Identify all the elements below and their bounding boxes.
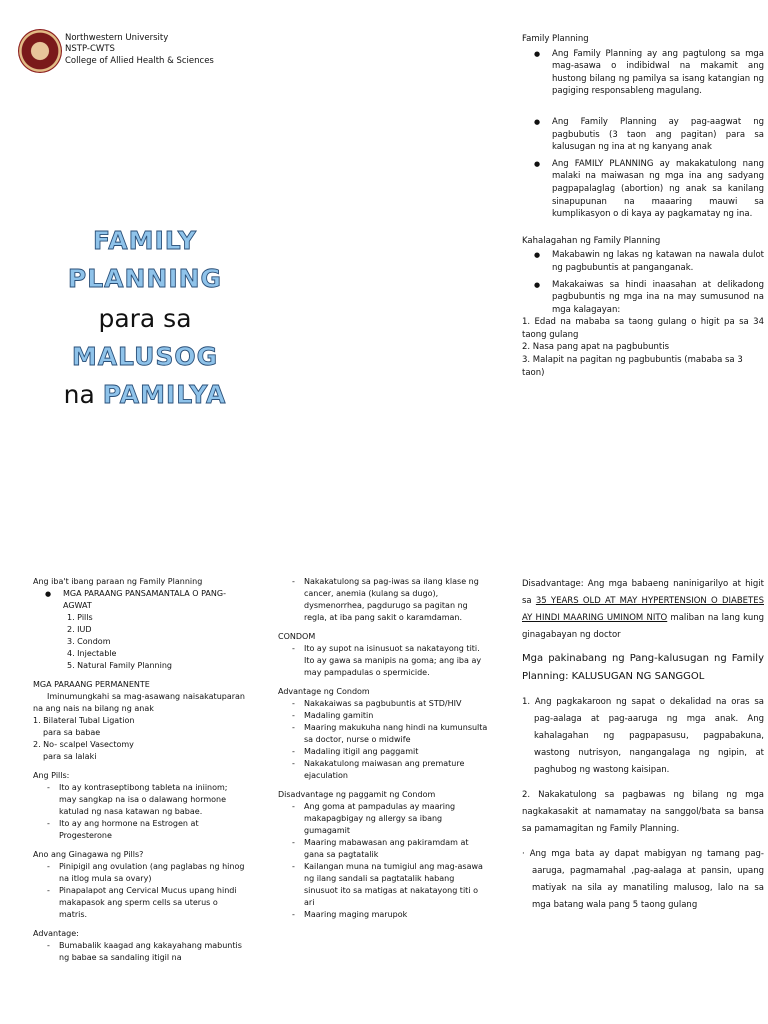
list-item: ● Ang FAMILY PLANNING ay makakatulong nang malaki na maiwasan ng mga ina ang sadyang pagpapalaglag (abortion) ng anak sa kanilang sinapupunan na maaaring mauwi sa kumplikasyon o di kaya ay pagkamatay ng ina. bbox=[522, 158, 764, 221]
brochure-title bbox=[40, 222, 250, 414]
header-line-college: College of Allied Health & Sciences bbox=[65, 55, 214, 66]
list-item: para sa babae bbox=[43, 728, 101, 737]
list-item: - Pinapalapot ang Cervical Mucus upang hindi makapasok ang sperm cells sa uterus o matris. bbox=[33, 885, 245, 921]
list-item: ● Makabawin ng lakas ng katawan na nawala dulot ng pagbubuntis at panganganak. bbox=[522, 249, 764, 274]
benefit-item: 2. Nakakatulong sa pagbawas ng bilang ng mga nagkakasakit at namamatay na sanggol/bata sa bansa sa pamamagitan ng Family Planning. bbox=[522, 790, 764, 834]
list-item: - Madaling gamitin bbox=[278, 710, 490, 722]
section-heading: Ang Pills: bbox=[33, 771, 70, 780]
section-heading: Ano ang Ginagawa ng Pills? bbox=[33, 850, 144, 859]
section-heading: Advantage ng Condom bbox=[278, 687, 370, 696]
condition-item: 3. Malapit na pagitan ng pagbubuntis (mababa sa 3 taon) bbox=[522, 355, 743, 378]
panel-heading-family-planning: Family Planning bbox=[522, 34, 589, 44]
list-item: - Nakakatulong maiwasan ang premature ejaculation bbox=[278, 758, 490, 782]
list-item: 1. Bilateral Tubal Ligation bbox=[33, 716, 135, 725]
benefits-column bbox=[522, 576, 764, 914]
list-item: - Ito ay ang hormone na Estrogen at Progesterone bbox=[33, 818, 245, 842]
title-word-family: FAMILY bbox=[93, 226, 197, 255]
list-item: ● Makakaiwas sa hindi inaasahan at delikadong pagbubuntis ng mga ina na may sumusunod na mga kalagayan: bbox=[522, 279, 764, 317]
title-word-pamilya: PAMILYA bbox=[102, 380, 227, 409]
list-item: - Maaring maging marupok bbox=[278, 909, 490, 921]
condition-item: 2. Nasa pang apat na pagbubuntis bbox=[522, 342, 670, 353]
title-word-planning: PLANNING bbox=[67, 264, 223, 293]
section-heading: CONDOM bbox=[278, 632, 316, 641]
list-item: - Maaring mabawasan ang pakiramdam at gana sa pagtatalik bbox=[278, 837, 490, 861]
methods-column bbox=[33, 576, 245, 964]
list-item: 2. No- scalpel Vasectomy bbox=[33, 740, 134, 749]
header-line-university: Northwestern University bbox=[65, 33, 169, 43]
list-item: ● Ang Family Planning ay ang pagtulong sa mga mag-asawa o indibidwal na makamit ang hustong bilang ng pamilya sa isang katangian ng pagiging responsableng magulang. bbox=[522, 48, 764, 98]
header-line-program: NSTP-CWTS bbox=[65, 44, 115, 55]
disadvantage-paragraph bbox=[522, 576, 764, 644]
list-item: para sa lalaki bbox=[43, 752, 97, 761]
title-word-malusog: MALUSOG bbox=[71, 342, 219, 371]
condition-item: 1. Edad na mababa sa taong gulang o higit pa sa 34 taong gulang bbox=[522, 317, 764, 340]
list-item: 3. Condom bbox=[67, 637, 111, 646]
benefits-heading: Mga pakinabang ng Pang-kalusugan ng Family Planning: KALUSUGAN NG SANGGOL bbox=[522, 653, 764, 682]
section-heading: Advantage: bbox=[33, 929, 79, 938]
disadvantage-text-end: maliban na lang kung ginagabayan ng doctor bbox=[522, 613, 765, 640]
disadvantage-label: Disadvantage: bbox=[522, 579, 584, 589]
title-word-para-sa: para sa bbox=[98, 304, 192, 333]
list-item: - Ito ay kontraseptibong tableta na iniinom; may sangkap na isa o dalawang hormone katulad ng nasa katawan ng babae. bbox=[33, 782, 245, 818]
paragraph: Iminumungkahi sa mag-asawang naisakatuparan na ang nais na bilang ng anak bbox=[33, 692, 245, 713]
methods-intro: Ang iba't ibang paraan ng Family Planning bbox=[33, 577, 203, 586]
list-item: 2. IUD bbox=[67, 625, 92, 634]
title-line-na-pamilya bbox=[40, 376, 250, 414]
list-item: - Nakakaiwas sa pagbubuntis at STD/HIV bbox=[278, 698, 490, 710]
university-header bbox=[65, 33, 285, 67]
section-heading: Disadvantage ng paggamit ng Condom bbox=[278, 790, 436, 799]
list-item: - Madaling itigil ang paggamit bbox=[278, 746, 490, 758]
family-planning-panel bbox=[522, 33, 764, 379]
list-item: - Pinipigil ang ovulation (ang paglabas ng hinog na itlog mula sa ovary) bbox=[33, 861, 245, 885]
list-item: 4. Injectable bbox=[67, 649, 117, 658]
university-seal bbox=[18, 29, 62, 73]
list-item: - Maaring makukuha nang hindi na kumunsulta sa doctor, nurse o midwife bbox=[278, 722, 490, 746]
list-item: - Bumabalik kaagad ang kakayahang mabuntis ng babae sa sandaling itigil na bbox=[33, 940, 245, 964]
section-heading: MGA PARAANG PERMANENTE bbox=[33, 680, 150, 689]
list-item: 5. Natural Family Planning bbox=[67, 661, 172, 670]
list-item: - Ang goma at pampadulas ay maaring makapagbigay ng allergy sa ibang gumagamit bbox=[278, 801, 490, 837]
benefit-item: 1. Ang pagkakaroon ng sapat o dekalidad na oras sa pag-aalaga at pag-aaruga ng mga anak. Ang kahalagahan ng pagpapasusu, pagpabakuna, wastong nutrisyon, nangangalaga ng ngipin, at paghubog ng wastong kaisipan. bbox=[522, 697, 764, 775]
disadvantage-warning: 35 YEARS OLD AT MAY HYPERTENSION O DIABETES AY HINDI MAARING UMINOM NITO bbox=[522, 596, 764, 623]
list-item: - Nakakatulong sa pag-iwas sa ilang klase ng cancer, anemia (kulang sa dugo), dysmenorrhea, pagdurugo sa pagitan ng regla, at iba pang sakit o karamdaman. bbox=[278, 576, 490, 624]
list-item: - Kailangan muna na tumigiul ang mag-asawa ng ilang sandali sa pagtatalik habang sinusuot ito sa matigas at nakatayong titi o ari bbox=[278, 861, 490, 909]
list-item: - Ito ay supot na isinusuot sa nakatayong titi. Ito ay gawa sa manipis na goma; ang iba ay may pampadulas o spermicide. bbox=[278, 643, 490, 679]
benefit-item: · Ang mga bata ay dapat mabigyan ng tamang pag-aaruga, pagmamahal ,pag-aalaga at pansin, upang matiyak na sila ay manatiling malusog, lalo na sa mga batang wala pang 5 taong gulang bbox=[522, 849, 764, 910]
list-item: 1. Pills bbox=[67, 613, 93, 622]
panel-heading-kahalagahan: Kahalagahan ng Family Planning bbox=[522, 235, 661, 246]
list-item: ● MGA PARAANG PANSAMANTALA O PANG-AGWAT bbox=[33, 588, 245, 612]
condom-column bbox=[278, 576, 490, 921]
list-item: ● Ang Family Planning ay pag-aagwat ng pagbubutis (3 taon ang pagitan) para sa kalusugan ng ina at ng kanyang anak bbox=[522, 116, 764, 154]
disadvantage-text: Ang mga babaeng naninigarilyo at higit sa bbox=[522, 579, 764, 606]
title-word-na: na bbox=[63, 380, 103, 409]
